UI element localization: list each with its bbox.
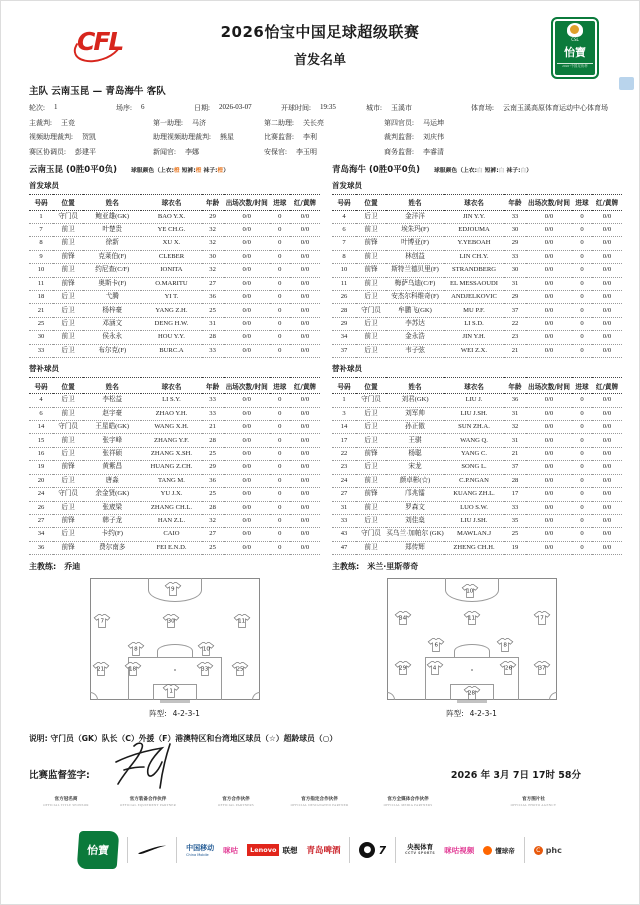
info-pair: 主裁判: 王竞 <box>29 118 75 127</box>
home-team-column <box>29 163 320 720</box>
legend-note: 说明: 守门员（GK）队长（C）外援（F）港澳特区和台湾地区球员（☆）超龄球员（○） <box>29 734 338 744</box>
player-shirt: 25 <box>232 662 249 677</box>
signature-row <box>29 754 611 794</box>
player-row: 24 守门员 余金贤(GK) YU J.X. 25 0/0 0 0/0 <box>29 488 320 501</box>
player-row: 14 守门员 王星皓(GK) WANG X.H. 21 0/0 0 0/0 <box>29 420 320 433</box>
dongqiudi-logo: 懂球帝 <box>483 846 515 855</box>
divider <box>395 837 396 863</box>
info-pair: 视频助理裁判: 贺凯 <box>29 133 96 141</box>
player-row: 6 前卫 赵宇豪 ZHAO Y.H. 33 0/0 0 0/0 <box>29 407 320 420</box>
home-team-name: 云南玉昆 (0胜0平0负) <box>29 164 117 175</box>
player-shirt: 26 <box>500 661 517 676</box>
page-title: 2026怡宝中国足球超级联赛 <box>220 23 420 41</box>
player-row: 10 前锋 斯特兰德贝里(F) STRANDBERG 30 0/0 0 0/0 <box>332 264 622 277</box>
officials-row-1 <box>29 118 611 128</box>
divider <box>176 837 177 863</box>
player-row: 34 前卫 金永浩 JIN Y.H. 23 0/0 0 0/0 <box>332 331 622 344</box>
tier-label: 官方指定合作伙伴 OFFICIAL DESIGNATED PARTNER <box>290 797 349 808</box>
c-circle-icon: C <box>534 846 543 855</box>
player-row: 27 前锋 韩子龙 HAN Z.L. 32 0/0 0 0/0 <box>29 514 320 527</box>
away-starters-table <box>332 194 622 359</box>
player-row: 37 后卫 韦子弦 WEI Z.X. 21 0/0 0 0/0 <box>332 344 622 357</box>
player-row: 30 前卫 侯永永 HOU Y.Y. 28 0/0 0 0/0 <box>29 331 320 344</box>
player-row: 16 后卫 张祥硕 ZHANG X.SH. 25 0/0 0 0/0 <box>29 447 320 460</box>
page-subtitle: 首发名单 <box>293 53 346 68</box>
goal <box>160 700 190 703</box>
home-subs-label: 替补球员 <box>29 364 59 374</box>
player-row: 1 守门员 鲍亚雄(GK) BAO Y.X. 29 0/0 0 0/0 <box>29 210 320 223</box>
player-shirt: 6 <box>428 638 445 653</box>
lenovo-logo: Lenovo 联想 <box>247 844 297 856</box>
floating-widget[interactable] <box>619 77 634 90</box>
info-pair: 开球时间: 19:35 <box>281 103 336 112</box>
player-row: 14 后卫 孙正傲 SUN ZH.A. 32 0/0 0 0/0 <box>332 420 622 433</box>
datetime: 2026 年 3月 7日 17时 58分 <box>450 770 581 782</box>
teams-line: 主队 云南玉昆 — 青岛海牛 客队 <box>29 86 166 97</box>
player-shirt: 8 <box>497 638 514 653</box>
player-row: 43 守门员 买乌兰·加帕尔 (GK) MAWLAN.J 25 0/0 0 0/0 <box>332 528 622 541</box>
officials-row-2 <box>29 132 611 142</box>
player-shirt: 29 <box>394 661 411 676</box>
home-formation-label: 阵型: 4-2-3-1 <box>149 709 200 719</box>
info-pair: 城市: 玉溪市 <box>366 104 412 112</box>
player-row: 8 前卫 徐新 XU X. 32 0/0 0 0/0 <box>29 237 320 250</box>
tier-label: 官方图片社 OFFICIAL PHOTO AGENCY <box>510 797 557 808</box>
info-pair: 第四官员: 马运坤 <box>384 118 444 127</box>
player-shirt: 34 <box>394 610 411 625</box>
info-pair: 场序: 6 <box>116 103 145 112</box>
player-row: 6 前卫 埃朱玛(F) EDJOUMA 30 0/0 0 0/0 <box>332 223 622 236</box>
player-row: 22 前锋 杨聪 YANG C. 21 0/0 0 0/0 <box>332 447 622 460</box>
player-shirt: 18 <box>124 662 141 677</box>
player-shirt: 37 <box>534 661 551 676</box>
tier-label: 官方全媒体合作伙伴 OFFICIAL MEDIA PARTNERS <box>383 797 433 808</box>
china-mobile-logo: 中国移动 China Mobile <box>186 844 215 858</box>
player-shirt: 30 <box>163 614 180 629</box>
player-row: 18 后卫 弋腾 YI T. 36 0/0 0 0/0 <box>29 291 320 304</box>
player-shirt: 7 <box>534 610 551 625</box>
away-coach-name: 米兰·里斯蒂奇 <box>367 562 419 572</box>
cctv-sports-logo: 央视体育 CCTV SPORTS <box>405 843 436 856</box>
player-shirt: 33 <box>196 662 213 677</box>
table-header-row: 号码 位置 姓名 球衣名 年龄 出场次数/时间 进球 红/黄牌 <box>29 194 320 210</box>
player-row: 26 后卫 张宬梁 ZHANG CH.L. 28 0/0 0 0/0 <box>29 501 320 514</box>
away-team-column <box>320 163 619 720</box>
divider <box>524 837 525 863</box>
home-coach-line: 主教练: 乔迪 <box>29 562 81 572</box>
player-shirt: 1 <box>163 683 180 698</box>
sponsor-badge-7: ● 7 <box>359 842 386 858</box>
player-shirt: 21 <box>92 662 109 677</box>
player-shirt: 10 <box>461 584 478 599</box>
player-row: 4 后卫 金洋洋 JIN Y.Y. 33 0/0 0 0/0 <box>332 210 622 223</box>
table-header-row: 号码 位置 姓名 球衣名 年龄 出场次数/时间 进球 红/黄牌 <box>29 378 320 394</box>
away-coach-line: 主教练: 米兰·里斯蒂奇 <box>332 562 419 572</box>
player-shirt: 10 <box>198 641 215 656</box>
penalty-arc <box>454 644 490 658</box>
away-starters-label: 首发球员 <box>332 180 362 190</box>
info-pair: 体育场: 云南玉溪高原体育运动中心体育场 <box>471 104 608 112</box>
match-info-row <box>29 103 611 113</box>
corner-arc <box>90 692 98 700</box>
info-pair: 裁判监督: 刘庆伟 <box>384 133 444 141</box>
penalty-spot <box>471 669 473 671</box>
player-row: 28 守门员 牟鹏飞(GK) MU P.F. 37 0/0 0 0/0 <box>332 304 622 317</box>
player-row: 11 前卫 梅萨乌迪(C/F) EL MESSAOUDI 31 0/0 0 0/0 <box>332 277 622 290</box>
home-starters-label: 首发球员 <box>29 180 59 190</box>
sponsor-logo-row <box>29 831 611 869</box>
yibao-name: 怡寶 <box>564 46 586 59</box>
player-row: 23 后卫 宋龙 SONG L. 37 0/0 0 0/0 <box>332 461 622 474</box>
player-row: 26 后卫 安杰尔科维奇(F) ANDJELKOVIC 29 0/0 0 0/0 <box>332 291 622 304</box>
player-row: 33 后卫 布尔克(F) BURC.A 33 0/0 0 0/0 <box>29 344 320 357</box>
officials-row-3 <box>29 147 611 157</box>
info-pair: 第一助理: 马济 <box>153 118 206 127</box>
player-row: 9 前锋 克莱伯(F) CLEBER 30 0/0 0 0/0 <box>29 250 320 263</box>
yibao-tagline: 2026·中国足协杯 <box>557 63 593 69</box>
player-shirt: 11 <box>233 614 250 629</box>
cfl-league-logo <box>77 27 137 67</box>
tsingtao-logo: 青岛啤酒 <box>306 846 341 857</box>
player-row: 15 前卫 张宇峰 ZHANG Y.F. 28 0/0 0 0/0 <box>29 434 320 447</box>
yibao-logo: 怡寶 <box>77 831 120 869</box>
player-row: 47 前卫 郑传辉 ZHENG CH.H. 19 0/0 0 0/0 <box>332 541 622 554</box>
player-row: 3 后卫 刘军帅 LIU J.SH. 31 0/0 0 0/0 <box>332 407 622 420</box>
player-shirt: 7 <box>94 614 111 629</box>
home-kit-colors: 球服颜色（上衣:橙 短裤:橙 袜子:橙） <box>131 167 230 174</box>
player-row: 1 守门员 刘君(GK) LIU J. 36 0/0 0 0/0 <box>332 394 622 407</box>
player-row: 29 后卫 李苏达 LI S.D. 22 0/0 0 0/0 <box>332 317 622 330</box>
cfl-logo-text: CFL <box>77 27 123 56</box>
player-row: 33 后卫 刘佳燊 LIU J.SH. 35 0/0 0 0/0 <box>332 514 622 527</box>
info-pair: 比赛监督: 李利 <box>264 133 317 141</box>
player-shirt: 8 <box>127 641 144 656</box>
table-header-row: 号码 位置 姓名 球衣名 年龄 出场次数/时间 进球 红/黄牌 <box>332 378 622 394</box>
home-formation-pitch <box>90 578 260 700</box>
player-row: 7 前卫 叶楚贵 YE CH.G. 32 0/0 0 0/0 <box>29 223 320 236</box>
info-pair: 安保官: 李玉明 <box>264 147 317 156</box>
migu-video-logo: 咪咕视频 <box>444 845 475 855</box>
away-kit-colors: 球服颜色（上衣:白 短裤:白 袜子:白） <box>434 167 533 174</box>
player-row: 36 前锋 费尔南多 FEI E.N.D. 25 0/0 0 0/0 <box>29 541 320 554</box>
player-row: 8 前卫 林创益 LIN CH.Y. 33 0/0 0 0/0 <box>332 250 622 263</box>
tier-label: 官方合作伙伴 OFFICIAL PARTNERS <box>218 797 254 808</box>
yibao-csl-text: CSL <box>571 37 579 42</box>
divider <box>349 837 350 863</box>
info-pair: 助理视频助理裁判: 熊星 <box>153 133 234 141</box>
penalty-arc <box>157 644 193 658</box>
away-formation-label: 阵型: 4-2-3-1 <box>446 709 497 719</box>
info-pair: 新闻官: 李娜 <box>153 147 199 156</box>
player-row: 31 前卫 罗森文 LUO S.W. 33 0/0 0 0/0 <box>332 501 622 514</box>
sponsor-tier-labels <box>29 796 611 807</box>
home-subs-table <box>29 377 320 555</box>
info-pair: 第二助理: 关长亮 <box>264 118 324 127</box>
player-row: 10 前卫 约尼查(C/F) IONITA 32 0/0 0 0/0 <box>29 264 320 277</box>
penalty-spot <box>174 669 176 671</box>
signature-label: 比赛监督签字: <box>29 770 90 782</box>
player-row: 24 前卫 颜卓彬(☆) C.P.NGAN 28 0/0 0 0/0 <box>332 474 622 487</box>
corner-arc <box>549 692 557 700</box>
table-header-row: 号码 位置 姓名 球衣名 年龄 出场次数/时间 进球 红/黄牌 <box>332 194 622 210</box>
divider <box>127 837 128 863</box>
black-circle-icon: ● <box>359 842 375 858</box>
away-subs-label: 替补球员 <box>332 364 362 374</box>
supervisor-signature <box>104 740 199 792</box>
info-pair: 赛区协调员: 彭建平 <box>29 147 96 156</box>
header <box>29 15 611 79</box>
player-row: 27 前锋 邝兆镭 KUANG ZH.L. 17 0/0 0 0/0 <box>332 488 622 501</box>
player-shirt: 28 <box>463 686 480 701</box>
player-row: 11 前锋 奥斯卡(F) O.MARITU 27 0/0 0 0/0 <box>29 277 320 290</box>
yibao-crest-icon <box>567 23 583 37</box>
player-row: 7 前锋 叶博亚(F) Y.YEBOAH 29 0/0 0 0/0 <box>332 237 622 250</box>
info-pair: 轮次: 1 <box>29 103 58 112</box>
phc-photo-logo: C phc <box>534 846 562 855</box>
away-formation-pitch <box>387 578 557 700</box>
info-pair: 日期: 2026-03-07 <box>194 103 252 112</box>
player-row: 17 后卫 王骐 WANG Q. 31 0/0 0 0/0 <box>332 434 622 447</box>
home-starters-table <box>29 194 320 359</box>
orange-dot-icon <box>483 846 492 855</box>
away-team-name: 青岛海牛 (0胜0平0负) <box>332 164 420 175</box>
player-row: 19 前锋 黄紫昌 HUANG Z.CH. 29 0/0 0 0/0 <box>29 461 320 474</box>
away-subs-table <box>332 377 622 555</box>
tier-label: 官方装备合作伙伴 OFFICIAL EQUIPMENT PARTNER <box>119 797 176 808</box>
player-shirt: 4 <box>426 661 443 676</box>
corner-arc <box>387 692 395 700</box>
yibao-badge <box>551 17 599 79</box>
player-row: 25 后卫 邓涵文 DENG H.W. 31 0/0 0 0/0 <box>29 317 320 330</box>
player-row: 4 后卫 李松益 LI S.Y. 33 0/0 0 0/0 <box>29 394 320 407</box>
player-row: 21 后卫 杨梓豪 YANG Z.H. 25 0/0 0 0/0 <box>29 304 320 317</box>
nike-swoosh-icon <box>137 844 167 856</box>
player-row: 34 后卫 卡约(F) CAIO 27 0/0 0 0/0 <box>29 528 320 541</box>
migu-logo: 咪咕 <box>223 845 239 855</box>
info-pair: 商务监督: 李睿清 <box>384 147 444 156</box>
home-coach-name: 乔迪 <box>64 562 81 572</box>
corner-arc <box>252 692 260 700</box>
tier-label: 官方冠名商 OFFICIAL TITLE SPONSOR <box>43 797 89 808</box>
player-shirt: 9 <box>164 581 181 596</box>
player-row: 20 后卫 唐淼 TANG M. 36 0/0 0 0/0 <box>29 474 320 487</box>
player-shirt: 11 <box>463 610 480 625</box>
